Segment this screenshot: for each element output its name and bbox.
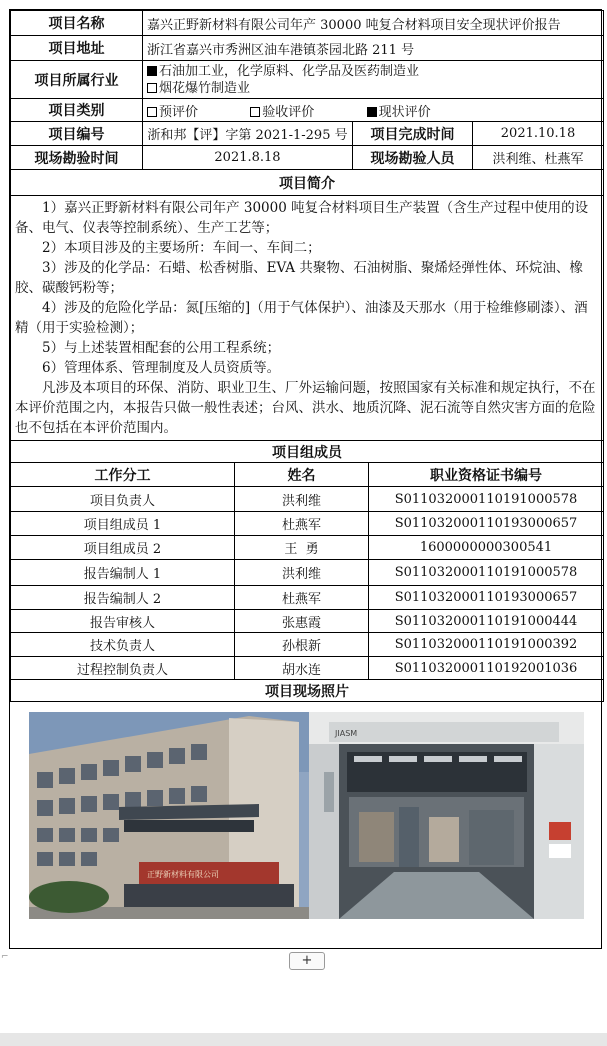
row-photos-title <box>11 680 604 702</box>
member-role: 报告审核人 <box>11 610 235 633</box>
door-brand-text: JIASM <box>335 729 358 738</box>
photo-area <box>10 702 601 924</box>
row-intro-body <box>11 196 604 441</box>
table-row <box>11 586 604 610</box>
member-cert: S011032000110191000578 <box>369 487 604 512</box>
table-row <box>11 512 604 536</box>
intro-paragraph: 5）与上述装置相配套的公用工程系统； <box>42 340 281 356</box>
survey-time-value: 2021.8.18 <box>143 146 353 170</box>
industry-options <box>143 61 604 99</box>
col-header-role: 工作分工 <box>11 463 235 487</box>
photos-title: 项目现场照片 <box>11 680 604 702</box>
member-name: 洪利维 <box>235 560 369 586</box>
row-project-name <box>11 11 604 36</box>
member-cert: 1600000000300541 <box>369 536 604 560</box>
member-role: 项目负责人 <box>11 487 235 512</box>
intro-paragraph: 3）涉及的化学品：石蜡、松香树脂、EVA 共聚物、石油树脂、聚烯烃弹性体、环烷油、橡胶、碳酸钙粉等； <box>15 260 583 296</box>
member-name: 洪利维 <box>235 487 369 512</box>
table-row <box>11 487 604 512</box>
report-sheet <box>9 9 602 949</box>
survey-time-label: 现场勘验时间 <box>11 146 143 170</box>
add-page-button[interactable]: + <box>289 952 325 970</box>
survey-staff-label: 现场勘验人员 <box>353 146 473 170</box>
project-address-label: 项目地址 <box>11 36 143 61</box>
project-name-label: 项目名称 <box>11 11 143 36</box>
members-table <box>10 440 604 702</box>
industry-option-fireworks: 烟花爆竹制造业 <box>147 80 599 97</box>
project-name-value: 嘉兴正野新材料有限公司年产 30000 吨复合材料项目安全现状评价报告 <box>143 11 604 36</box>
category-option-acceptance: 验收评价 <box>250 105 314 120</box>
members-header-row <box>11 463 604 487</box>
table-row <box>11 610 604 633</box>
industry-label: 项目所属行业 <box>11 61 143 99</box>
checkbox-empty-icon <box>250 107 260 117</box>
member-role: 技术负责人 <box>11 633 235 657</box>
table-row <box>11 657 604 680</box>
category-option-current: 现状评价 <box>367 105 431 120</box>
member-cert: S011032000110191000444 <box>369 610 604 633</box>
intro-paragraph: 4）涉及的危险化学品：氮[压缩的]（用于气体保护）、油漆及天那水（用于检维修刷漆）、酒精（用于实验检测）； <box>15 300 588 336</box>
member-name: 张惠霞 <box>235 610 369 633</box>
col-header-name: 姓名 <box>235 463 369 487</box>
project-info-table <box>10 10 604 441</box>
intro-paragraph: 6）管理体系、管理制度及人员资质等。 <box>42 360 281 376</box>
member-cert: S011032000110193000657 <box>369 586 604 610</box>
table-row <box>11 560 604 586</box>
table-row <box>11 633 604 657</box>
complete-time-value: 2021.10.18 <box>473 122 604 146</box>
member-cert: S011032000110192001036 <box>369 657 604 680</box>
category-label: 项目类别 <box>11 99 143 122</box>
row-category <box>11 99 604 122</box>
row-code <box>11 122 604 146</box>
project-address-value: 浙江省嘉兴市秀洲区油车港镇茶园北路 211 号 <box>143 36 604 61</box>
member-name: 王 勇 <box>235 536 369 560</box>
members-title: 项目组成员 <box>11 441 604 463</box>
member-name: 胡水连 <box>235 657 369 680</box>
survey-staff-value: 洪利维、杜燕军 <box>473 146 604 170</box>
member-role: 项目组成员 1 <box>11 512 235 536</box>
col-header-cert: 职业资格证书编号 <box>369 463 604 487</box>
member-cert: S011032000110191000392 <box>369 633 604 657</box>
checkbox-checked-icon <box>367 107 377 117</box>
checkbox-empty-icon <box>147 83 157 93</box>
building-sign-text: 正野新材料有限公司 <box>147 870 219 879</box>
member-role: 报告编制人 2 <box>11 586 235 610</box>
intro-title: 项目简介 <box>11 170 604 196</box>
row-members-title <box>11 441 604 463</box>
row-industry <box>11 61 604 99</box>
member-cert: S011032000110191000578 <box>369 560 604 586</box>
category-options <box>143 99 604 122</box>
row-survey <box>11 146 604 170</box>
project-code-value: 浙和邦【评】字第 2021-1-295 号 <box>143 122 353 146</box>
member-cert: S011032000110193000657 <box>369 512 604 536</box>
table-row <box>11 536 604 560</box>
industry-option-petro: 石油加工业，化学原料、化学品及医药制造业 <box>147 63 599 80</box>
checkbox-empty-icon <box>147 107 157 117</box>
intro-paragraph: 2）本项目涉及的主要场所：车间一、车间二； <box>42 240 321 256</box>
member-role: 项目组成员 2 <box>11 536 235 560</box>
horizontal-scrollbar[interactable] <box>0 1033 607 1046</box>
intro-paragraph: 凡涉及本项目的环保、消防、职业卫生、厂外运输问题，按照国家有关标准和规定执行，不在本评价范围之内，本报告只做一般性表述；台风、洪水、地质沉降、泥石流等自然灾害方面的危险也不包括在本评价范围内。 <box>15 380 596 436</box>
category-option-pre: 预评价 <box>147 105 198 120</box>
checkbox-checked-icon <box>147 66 157 76</box>
site-photo <box>29 712 584 919</box>
row-intro-title <box>11 170 604 196</box>
intro-paragraph: 1）嘉兴正野新材料有限公司年产 30000 吨复合材料项目生产装置（含生产过程中使用的设备、电气、仪表等控制系统）、生产工艺等； <box>15 200 589 236</box>
intro-body <box>11 196 604 441</box>
member-role: 报告编制人 1 <box>11 560 235 586</box>
member-name: 杜燕军 <box>235 586 369 610</box>
complete-time-label: 项目完成时间 <box>353 122 473 146</box>
member-role: 过程控制负责人 <box>11 657 235 680</box>
member-name: 杜燕军 <box>235 512 369 536</box>
member-name: 孙根新 <box>235 633 369 657</box>
corner-mark: ⌐ <box>1 952 9 962</box>
site-photo-illustration <box>29 712 584 919</box>
row-project-address <box>11 36 604 61</box>
project-code-label: 项目编号 <box>11 122 143 146</box>
